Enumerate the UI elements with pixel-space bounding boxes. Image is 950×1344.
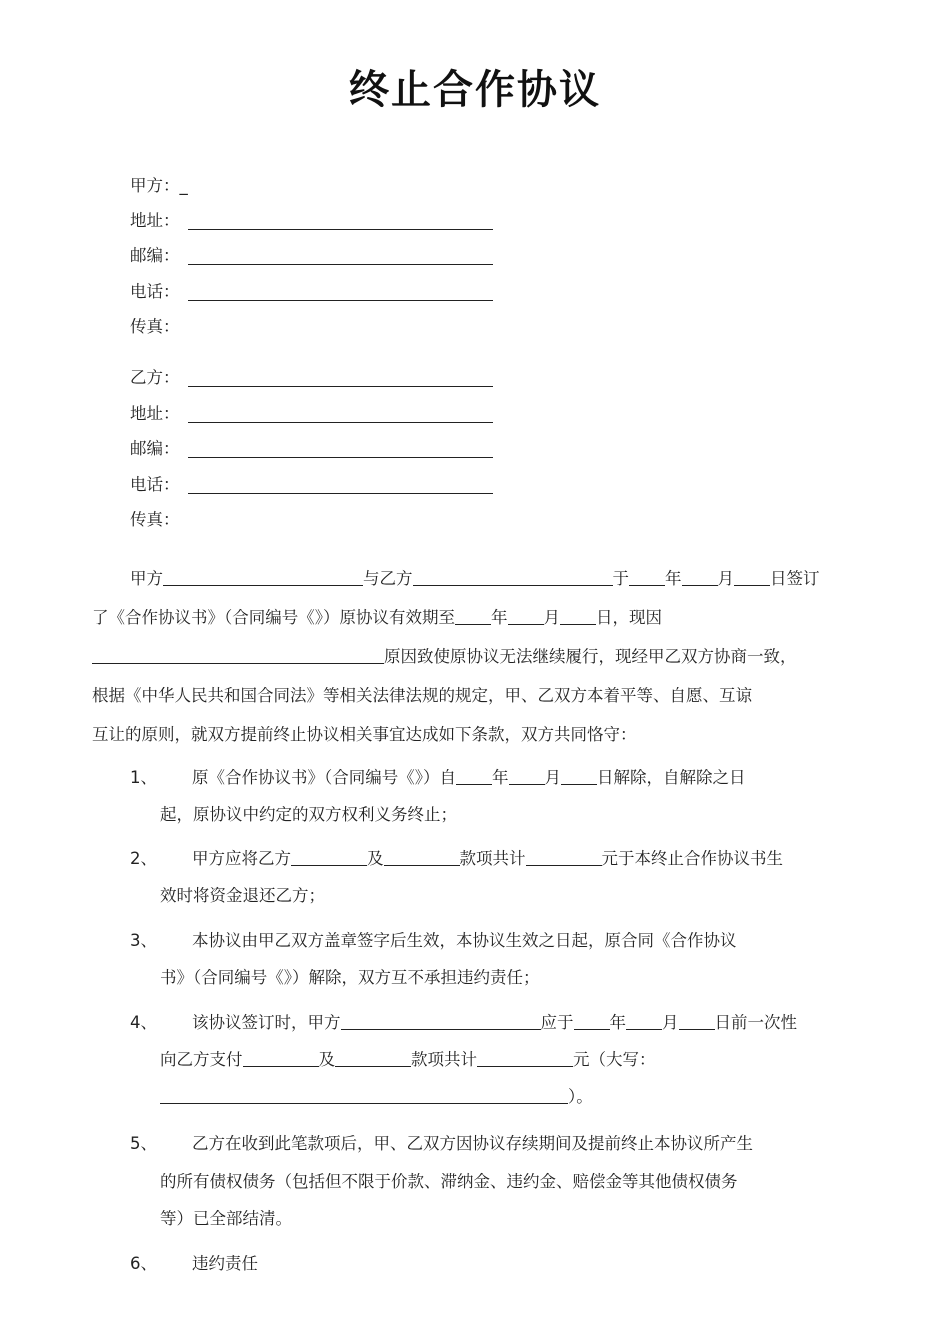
party-b-name-blank[interactable] (413, 569, 613, 586)
intro-text: 于 (612, 569, 629, 588)
party-b-phone-label: 电话： (130, 475, 180, 494)
party-b-fax-label: 传真： (130, 510, 180, 529)
party-a-postcode-label: 邮编： (130, 246, 180, 265)
party-b-postcode-label: 邮编： (130, 439, 180, 458)
party-b-address-label: 地址： (130, 404, 180, 423)
clause-5-line-2: 的所有债权债务（包括但不限于价款、滞纳金、违约金、赔偿金等其他债权债务 (160, 1172, 738, 1191)
clause-5-line-3: 等）已全部结清。 (160, 1209, 292, 1228)
party-a-label: 甲方：_ (130, 176, 188, 195)
intro-text: 日，现因 (596, 608, 662, 627)
clause-4-line-1 (192, 1012, 797, 1034)
day-blank[interactable] (734, 569, 770, 586)
party-a-name-blank[interactable] (341, 1013, 541, 1030)
day-blank[interactable] (561, 768, 597, 785)
year-blank[interactable] (455, 608, 491, 625)
intro-line-3 (92, 646, 797, 668)
amount-in-words-blank[interactable] (160, 1087, 568, 1104)
party-b-name-field[interactable] (188, 386, 493, 387)
intro-line-4: 根据《中华人民共和国合同法》等相关法律法规的规定，甲、乙双方本着平等、自愿、互谅 (92, 686, 752, 705)
party-b-phone-field[interactable] (188, 493, 493, 494)
party-a-phone-label: 电话： (130, 282, 180, 301)
party-a-phone-field[interactable] (188, 300, 493, 301)
intro-text: 月 (543, 608, 560, 627)
clause-text: 款项共计 (459, 849, 526, 868)
month-blank[interactable] (508, 608, 544, 625)
clause-2-line-2: 效时将资金退还乙方； (160, 886, 325, 905)
intro-line-2 (92, 607, 662, 629)
clause-text: 款项共计 (411, 1050, 477, 1069)
clause-4-line-3 (160, 1086, 593, 1108)
party-b-label: 乙方： (130, 368, 180, 387)
day-blank[interactable] (560, 608, 596, 625)
day-blank[interactable] (679, 1013, 715, 1030)
clause-text: 月 (544, 768, 561, 787)
clause-3-line-1: 本协议由甲乙双方盖章签字后生效，本协议生效之日起，原合同《合作协议 (192, 931, 737, 950)
intro-line-1 (130, 568, 820, 590)
month-blank[interactable] (682, 569, 718, 586)
clause-number: 4、 (130, 1013, 157, 1032)
document-title: 终止合作协议 (349, 67, 601, 113)
clause-text: 该协议签订时，甲方 (192, 1013, 341, 1032)
intro-text: 原因致使原协议无法继续履行，现经甲乙双方协商一致， (384, 647, 797, 666)
intro-text: 了《合作协议书》（合同编号《》）原协议有效期至 (92, 608, 455, 627)
party-b-postcode-field[interactable] (188, 457, 493, 458)
year-blank[interactable] (574, 1013, 610, 1030)
clause-3-line-2: 书》（合同编号《》）解除，双方互不承担违约责任； (160, 968, 540, 987)
intro-text: 年 (665, 569, 682, 588)
reason-blank[interactable] (92, 647, 384, 664)
party-a-fax-label: 传真： (130, 317, 180, 336)
clause-2-line-1 (192, 848, 783, 870)
clause-text: 年 (492, 768, 509, 787)
party-a-address-field[interactable] (188, 229, 493, 230)
total-blank[interactable] (526, 849, 602, 866)
intro-text: 日签订 (770, 569, 820, 588)
intro-text: 年 (491, 608, 508, 627)
clause-number: 2、 (130, 849, 157, 868)
clause-text: 元（大写： (573, 1050, 656, 1069)
clause-1-line-2: 起，原协议中约定的双方权利义务终止； (160, 805, 457, 824)
clause-number: 1、 (130, 768, 157, 787)
total-blank[interactable] (477, 1050, 573, 1067)
month-blank[interactable] (626, 1013, 662, 1030)
year-blank[interactable] (456, 768, 492, 785)
party-a-postcode-field[interactable] (188, 264, 493, 265)
clause-number: 3、 (130, 931, 157, 950)
clause-text: 日前一次性 (714, 1013, 797, 1032)
clause-1-line-1 (192, 767, 746, 789)
clause-number: 5、 (130, 1134, 157, 1153)
amount-blank[interactable] (243, 1050, 319, 1067)
clause-text: 原《合作协议书》（合同编号《》）自 (192, 768, 456, 787)
amount-blank[interactable] (384, 849, 460, 866)
clause-text: 年 (609, 1013, 626, 1032)
amount-blank[interactable] (291, 849, 367, 866)
clause-text: 及 (367, 849, 384, 868)
clause-text: 向乙方支付 (160, 1050, 243, 1069)
month-blank[interactable] (509, 768, 545, 785)
amount-blank[interactable] (335, 1050, 411, 1067)
intro-line-5: 互让的原则，就双方提前终止协议相关事宜达成如下条款，双方共同恪守： (92, 725, 637, 744)
clause-text: 应于 (540, 1013, 574, 1032)
clause-text: 元于本终止合作协议书生 (601, 849, 783, 868)
clause-text: ）。 (568, 1087, 593, 1106)
clause-5-line-1: 乙方在收到此笔款项后，甲、乙双方因协议存续期间及提前终止本协议所产生 (192, 1134, 753, 1153)
intro-text: 甲方 (130, 569, 163, 588)
year-blank[interactable] (629, 569, 665, 586)
party-a-name-blank[interactable] (163, 569, 363, 586)
intro-text: 月 (717, 569, 734, 588)
clause-6-line-1: 违约责任 (192, 1254, 258, 1273)
clause-text: 日解除，自解除之日 (597, 768, 746, 787)
clause-number: 6、 (130, 1254, 157, 1273)
clause-text: 及 (318, 1050, 335, 1069)
clause-text: 月 (662, 1013, 679, 1032)
party-b-address-field[interactable] (188, 422, 493, 423)
clause-4-line-2 (160, 1049, 656, 1071)
party-a-address-label: 地址： (130, 211, 180, 230)
clause-text: 甲方应将乙方 (192, 849, 291, 868)
intro-text: 与乙方 (363, 569, 413, 588)
